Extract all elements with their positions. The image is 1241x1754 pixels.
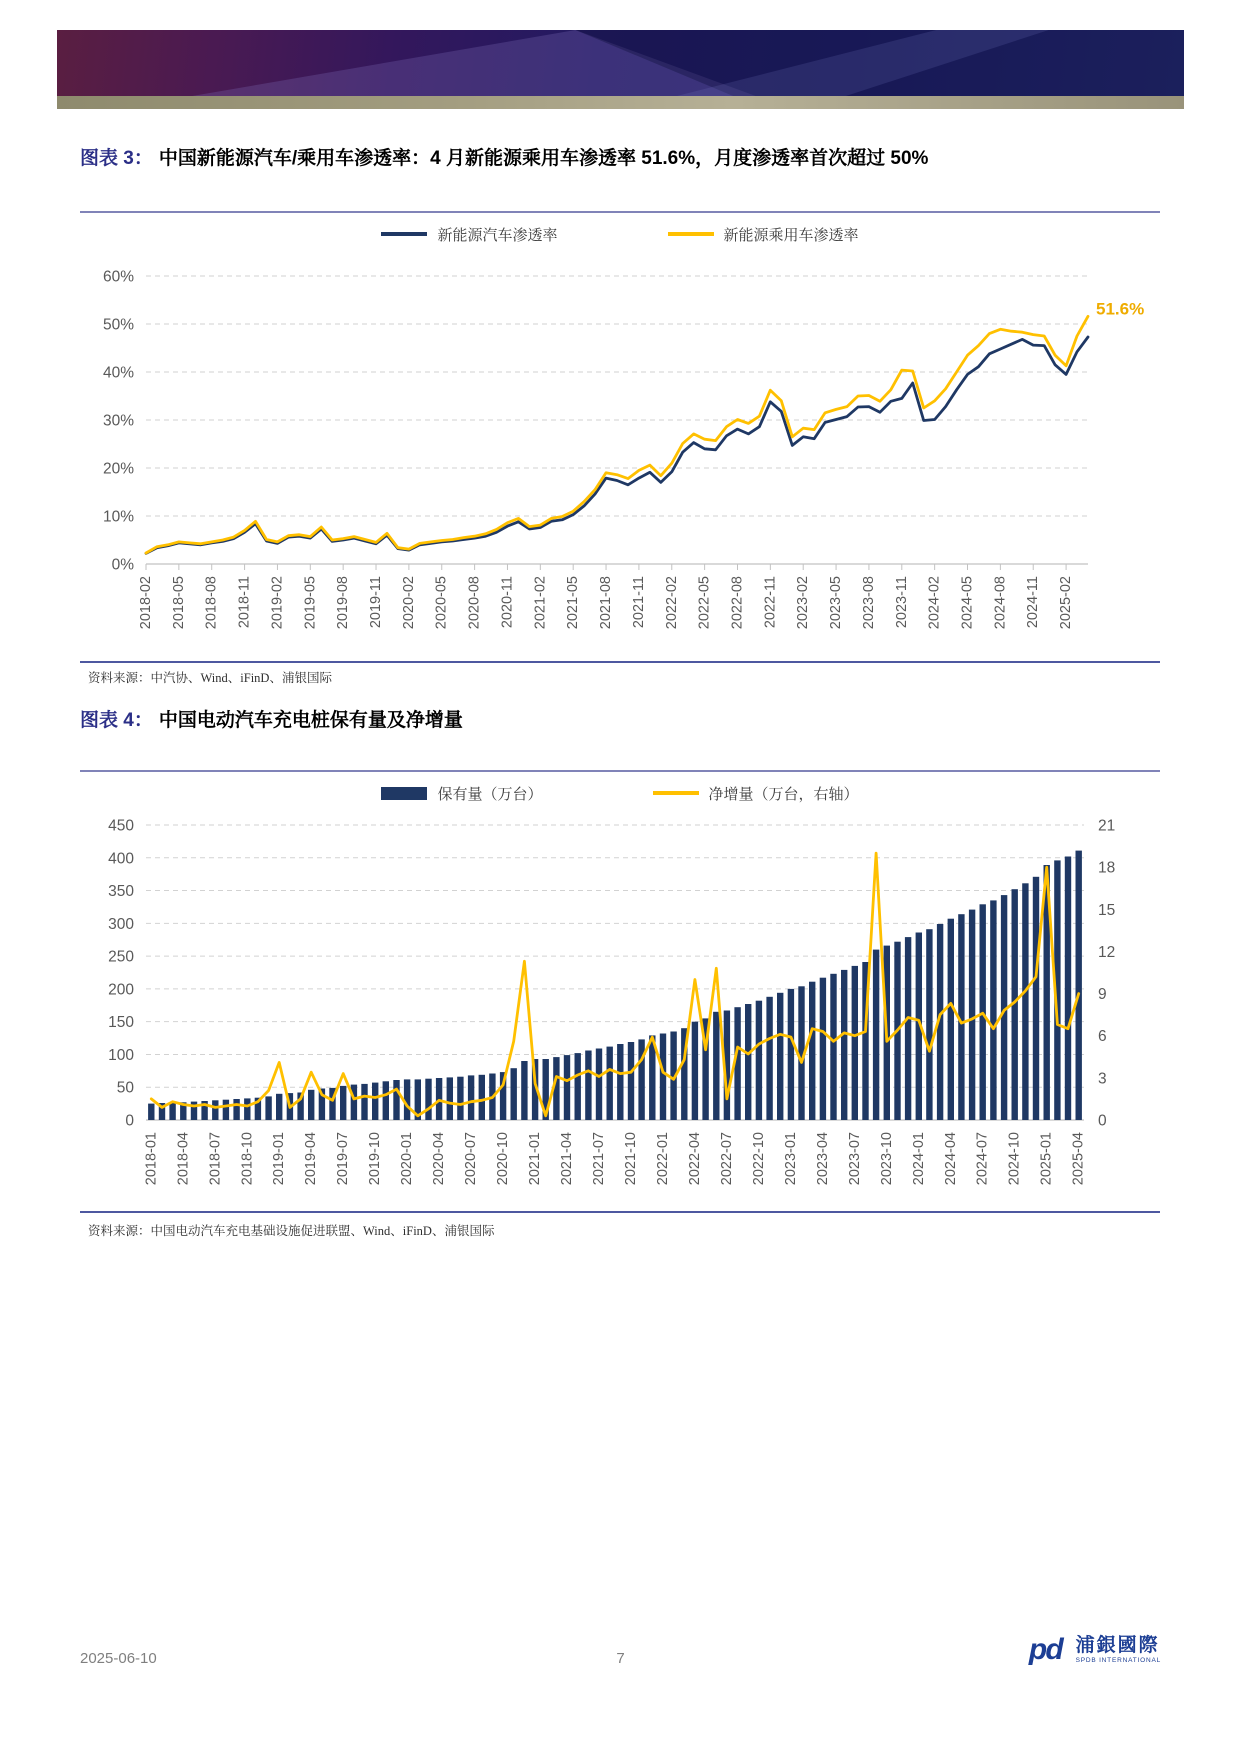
stock-bar (852, 966, 858, 1120)
spdb-logo-subtitle: SPDB INTERNATIONAL (1075, 1656, 1161, 1664)
x-axis-tick-label: 2023-10 (878, 1132, 895, 1186)
x-axis-tick-label: 2022-07 (718, 1132, 735, 1186)
x-axis-tick-label: 2018-05 (170, 576, 187, 630)
stock-bar (340, 1086, 346, 1120)
stock-bar (223, 1100, 229, 1120)
stock-bar (1022, 883, 1028, 1120)
stock-bar (607, 1047, 613, 1120)
stock-bar (830, 974, 836, 1120)
header-banner (57, 30, 1184, 109)
legend-item-stock (381, 783, 542, 804)
legend-item-nev-pv (668, 224, 859, 245)
latest-value-annotation: 51.6% (1096, 299, 1145, 319)
right-axis-tick-label: 15 (1098, 901, 1116, 919)
stock-bar (969, 910, 975, 1120)
stock-bar (713, 1012, 719, 1120)
right-axis-tick-label: 12 (1098, 943, 1116, 961)
y-axis-tick-label: 60% (102, 268, 134, 286)
legend-label-stock: 保有量（万台） (437, 785, 543, 803)
stock-bar (638, 1039, 644, 1120)
stock-bar (521, 1061, 527, 1120)
series-line-0 (146, 337, 1088, 553)
left-axis-tick-label: 150 (108, 1014, 134, 1032)
x-axis-tick-label: 2022-02 (663, 576, 680, 630)
figure4-legend (80, 781, 1160, 805)
stock-bar (756, 1001, 762, 1120)
stock-bar (1033, 877, 1039, 1120)
x-axis-tick-label: 2020-02 (400, 576, 417, 630)
figure3-legend (80, 222, 1160, 246)
stock-bar (447, 1077, 453, 1120)
x-axis-tick-label: 2019-04 (303, 1132, 320, 1186)
stock-bar (585, 1051, 591, 1121)
stock-bar (372, 1083, 378, 1120)
x-axis-tick-label: 2025-01 (1038, 1132, 1055, 1186)
x-axis-tick-label: 2023-01 (782, 1132, 799, 1186)
figure4-title-text: 中国电动汽车充电桩保有量及净增量 (158, 710, 463, 731)
y-axis-tick-label: 20% (102, 460, 134, 478)
legend-item-net-increase (653, 783, 859, 804)
nev-penetration-chart (80, 246, 1160, 658)
x-axis-tick-label: 2019-07 (335, 1132, 352, 1186)
left-axis-tick-label: 350 (108, 883, 134, 901)
legend-swatch-stock (381, 787, 427, 800)
banner-gold-strip (57, 96, 1184, 109)
right-axis-tick-label: 3 (1098, 1070, 1107, 1088)
x-axis-tick-label: 2020-11 (499, 576, 516, 629)
x-axis-tick-label: 2023-08 (860, 576, 877, 630)
y-axis-tick-label: 30% (102, 412, 134, 430)
left-axis-tick-label: 50 (116, 1079, 134, 1097)
y-axis-tick-label: 10% (102, 508, 134, 526)
stock-bar (926, 929, 932, 1120)
legend-swatch-nev-pv (668, 232, 714, 236)
x-axis-tick-label: 2023-02 (795, 576, 812, 630)
stock-bar (596, 1049, 602, 1121)
stock-bar (361, 1084, 367, 1120)
charging-pile-chart (80, 805, 1160, 1205)
x-axis-tick-label: 2024-11 (1025, 576, 1042, 629)
stock-bar (308, 1090, 314, 1120)
x-axis-tick-label: 2023-11 (893, 576, 910, 629)
x-axis-tick-label: 2020-08 (466, 576, 483, 630)
figure3-title (80, 146, 1160, 172)
y-axis-tick-label: 50% (102, 316, 134, 334)
x-axis-tick-label: 2023-07 (846, 1132, 863, 1186)
x-axis-tick-label: 2021-04 (559, 1132, 576, 1186)
spdb-logo-mark (1028, 1630, 1068, 1670)
left-axis-tick-label: 0 (125, 1112, 134, 1130)
figure3-chart-box (80, 211, 1160, 663)
y-axis-tick-label: 40% (102, 364, 134, 382)
x-axis-tick-label: 2020-05 (433, 576, 450, 630)
x-axis-tick-label: 2020-04 (431, 1132, 448, 1186)
left-axis-tick-label: 100 (108, 1046, 134, 1064)
legend-item-nev (381, 224, 557, 245)
x-axis-tick-label: 2022-08 (729, 576, 746, 630)
stock-bar (468, 1075, 474, 1120)
x-axis-tick-label: 2021-01 (527, 1132, 544, 1186)
x-axis-tick-label: 2018-01 (143, 1132, 160, 1186)
svg-text:pd: pd (1028, 1633, 1062, 1667)
series-line-1 (146, 316, 1088, 553)
x-axis-tick-label: 2018-10 (239, 1132, 256, 1186)
left-axis-tick-label: 400 (108, 850, 134, 868)
x-axis-tick-label: 2020-07 (463, 1132, 480, 1186)
stock-bar (692, 1022, 698, 1120)
x-axis-tick-label: 2020-01 (399, 1132, 416, 1186)
x-axis-tick-label: 2019-05 (302, 576, 319, 630)
x-axis-tick-label: 2021-11 (630, 576, 647, 629)
stock-bar (788, 989, 794, 1120)
right-axis-tick-label: 18 (1098, 859, 1116, 877)
right-axis-tick-label: 21 (1098, 817, 1116, 835)
footer-date: 2025-06-10 (80, 1650, 157, 1667)
stock-bar (660, 1034, 666, 1121)
x-axis-tick-label: 2018-11 (236, 576, 253, 629)
x-axis-tick-label: 2018-08 (203, 576, 220, 630)
stock-bar (233, 1099, 239, 1120)
stock-bar (809, 982, 815, 1120)
left-axis-tick-label: 250 (108, 948, 134, 966)
x-axis-tick-label: 2022-04 (686, 1132, 703, 1186)
stock-bar (244, 1098, 250, 1120)
stock-bar (745, 1004, 751, 1120)
stock-bar (1076, 851, 1082, 1120)
figure4-chart-box (80, 770, 1160, 1213)
x-axis-tick-label: 2018-04 (175, 1132, 192, 1186)
stock-bar (873, 950, 879, 1120)
stock-bar (628, 1042, 634, 1120)
x-axis-tick-label: 2023-04 (814, 1132, 831, 1186)
stock-bar (212, 1100, 218, 1120)
x-axis-tick-label: 2023-05 (828, 576, 845, 630)
x-axis-tick-label: 2021-08 (598, 576, 615, 630)
figure4-title-prefix: 图表 4： (80, 710, 153, 731)
x-axis-tick-label: 2024-07 (974, 1132, 991, 1186)
stock-bar (990, 900, 996, 1120)
right-axis-tick-label: 6 (1098, 1028, 1107, 1046)
y-axis-tick-label: 0% (111, 556, 134, 574)
x-axis-tick-label: 2019-08 (335, 576, 352, 630)
right-axis-tick-label: 0 (1098, 1112, 1107, 1130)
left-axis-tick-label: 450 (108, 817, 134, 835)
x-axis-tick-label: 2022-01 (654, 1132, 671, 1186)
stock-bar (351, 1085, 357, 1120)
x-axis-tick-label: 2019-11 (368, 576, 385, 629)
spdb-logo (1028, 1630, 1161, 1670)
left-axis-tick-label: 200 (108, 981, 134, 999)
x-axis-tick-label: 2022-10 (750, 1132, 767, 1186)
stock-bar (393, 1080, 399, 1120)
stock-bar (511, 1068, 517, 1120)
stock-bar (404, 1079, 410, 1120)
x-axis-tick-label: 2024-02 (926, 576, 943, 630)
legend-label-net-increase: 净增量（万台，右轴） (708, 785, 859, 803)
x-axis-tick-label: 2025-02 (1058, 576, 1075, 630)
figure3-title-text: 中国新能源汽车/乘用车渗透率：4 月新能源乘用车渗透率 51.6%，月度渗透率首次超过 50% (158, 148, 929, 169)
legend-swatch-net-increase (653, 791, 699, 795)
right-axis-tick-label: 9 (1098, 986, 1107, 1004)
stock-bar (564, 1055, 570, 1120)
x-axis-tick-label: 2021-02 (532, 576, 549, 630)
stock-bar (1065, 857, 1071, 1121)
stock-bar (457, 1077, 463, 1120)
x-axis-tick-label: 2022-11 (762, 576, 779, 629)
stock-bar (766, 997, 772, 1120)
figure3-source: 资料来源：中汽协、Wind、iFinD、浦银国际 (88, 671, 332, 685)
stock-bar (841, 970, 847, 1120)
x-axis-tick-label: 2019-01 (271, 1132, 288, 1186)
legend-label-nev-pv: 新能源乘用车渗透率 (723, 226, 859, 244)
x-axis-tick-label: 2024-05 (959, 576, 976, 630)
left-axis-tick-label: 300 (108, 915, 134, 933)
spdb-logo-title: 浦銀國際 (1075, 1634, 1160, 1656)
x-axis-tick-label: 2018-07 (207, 1132, 224, 1186)
x-axis-tick-label: 2021-05 (565, 576, 582, 630)
legend-swatch-nev (381, 232, 427, 236)
stock-bar (905, 937, 911, 1120)
x-axis-tick-label: 2019-02 (269, 576, 286, 630)
x-axis-tick-label: 2020-10 (495, 1132, 512, 1186)
x-axis-tick-label: 2021-10 (622, 1132, 639, 1186)
x-axis-tick-label: 2019-10 (367, 1132, 384, 1186)
x-axis-tick-label: 2025-04 (1070, 1132, 1087, 1186)
x-axis-tick-label: 2024-01 (910, 1132, 927, 1186)
stock-bar (425, 1079, 431, 1120)
legend-label-nev: 新能源汽车渗透率 (437, 226, 558, 244)
stock-bar (265, 1096, 271, 1120)
stock-bar (820, 978, 826, 1120)
stock-bar (575, 1053, 581, 1120)
page-number: 7 (616, 1650, 625, 1667)
spdb-logo-text (1076, 1636, 1161, 1665)
x-axis-tick-label: 2018-02 (138, 576, 154, 630)
stock-bar (148, 1104, 154, 1120)
stock-bar (276, 1094, 282, 1120)
stock-bar (383, 1081, 389, 1120)
stock-bar (479, 1075, 485, 1120)
x-axis-tick-label: 2021-07 (591, 1132, 608, 1186)
stock-bar (948, 919, 954, 1120)
stock-bar (777, 993, 783, 1120)
figure4-source: 资料来源：中国电动汽车充电基础设施促进联盟、Wind、iFinD、浦银国际 (88, 1224, 495, 1238)
x-axis-tick-label: 2024-04 (942, 1132, 959, 1186)
figure3-title-prefix: 图表 3： (80, 148, 153, 169)
stock-bar (617, 1044, 623, 1120)
x-axis-tick-label: 2024-10 (1006, 1132, 1023, 1186)
figure4-title (80, 708, 1160, 734)
stock-bar (169, 1103, 175, 1120)
x-axis-tick-label: 2022-05 (696, 576, 713, 630)
x-axis-tick-label: 2024-08 (992, 576, 1009, 630)
